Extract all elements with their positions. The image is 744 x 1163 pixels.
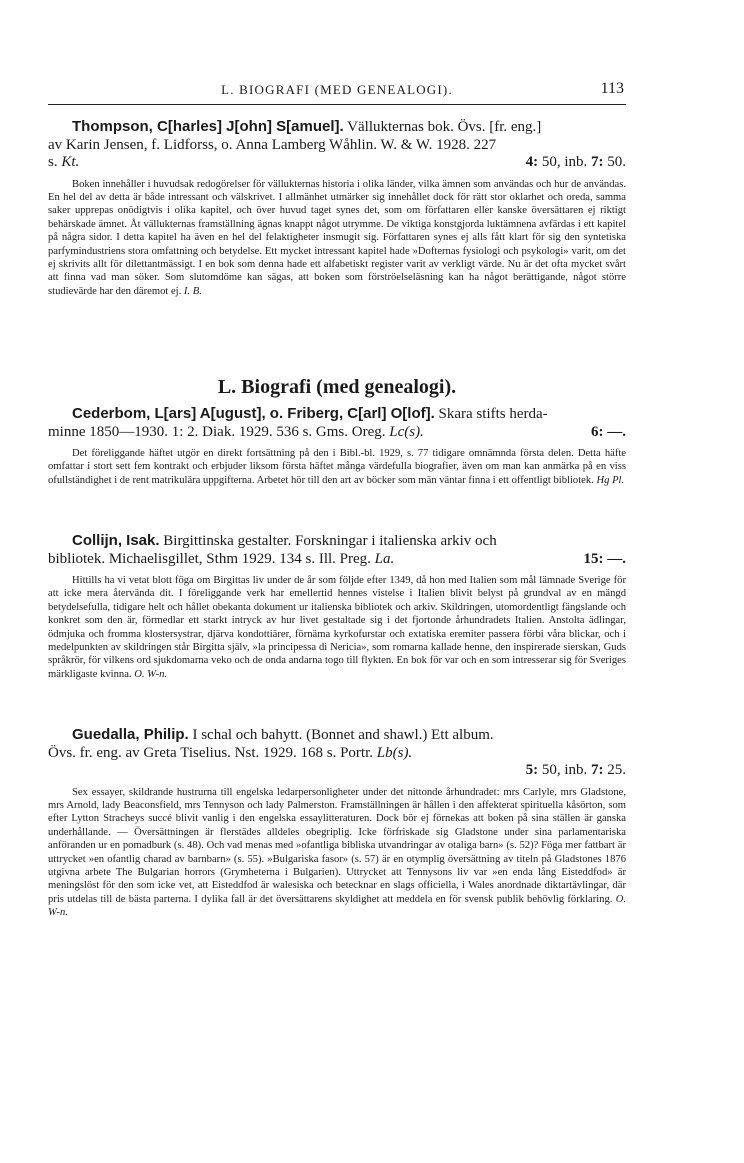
classification-code: Lb(s). [376, 744, 413, 761]
price: 15: —. [583, 550, 626, 567]
classification-code: Kt. [61, 154, 80, 170]
classification-code: Lc(s). [389, 423, 424, 440]
title-text: I schal och bahytt. (Bonnet and shawl.) Ett album. [192, 727, 494, 743]
page-header [48, 82, 626, 105]
review-text: Boken innehåller i huvudsak redogörelser för vällukternas historia i olika länder, vilka ämnen som användas och hur de användas. En hel del av detta är både intressant och välskrivet. I allmänhet utmärker sig innehållet dock för rätt stor oklarhet och oreda, samma saker upprepas onödigtvis i olika kapitel, och över huvud taget synes det, som om författaren eller kanske översättaren ej riktigt behärskade ämnet. Åt vällukternas framställning ägnas knappt något utrymme. De viktiga konstgjorda luktämnena avfärdas i ett kapitel på några sidor. I detta kapitel ha även en hel del felaktigheter insmugit sig. Författaren synes ej alls fått klart för sig den syntetiska parfymindustriens stora omfattning och betydelse. Ett mycket intressant kapitel hade »Dofternas fysiologi och psykologi» varit, om det ej skrivits allt för dilettantmässigt. I en bok som denna hade ett alfabetiskt register varit av verkligt värde. Nu är det ofta mycket svårt att finna vad man söker. Som slutomdöme kan sägas, att boken som förströelseläsning kan ha något berättigande, något större studievärde har den däremot ej. I. B. [48, 178, 626, 297]
review-text: Hittills ha vi vetat blott föga om Birgittas liv under de år som följde efter 1349, då hon med Italien som mål lämnade Sverige för att icke mera återvända dit. I föreliggande verk har emellertid hennes vistelse i Italien blivit belyst på grundval av en mängd betydelsefulla, tidigare helt och hållet obekanta dokument ur italienska bibliotek och arkiv. Skildringen, utomordentligt fängslande och konkret som den är, förmedlar ett starkt intryck av hur livet gestaltade sig i det fjortonde århundradets Italien. Anstolta ädlingar, ödmjuka och fromma klostersystrar, djärva kondottiärer, förnäma kyrkofurstar och extatiska eremiter passera förbi våra blickar, och i medelpunkten av skildringen står Birgitta själv, »la principessa di Nericia», som romarna kallade henne, den inspirerade sierskan, Guds språkrör, för vilkens ord sjukdomarna veko och de onda andarna togo till flykten. En bok för var och en som intresserar sig för Sveriges märkligaste kvinna. O. W-n. [48, 575, 626, 680]
reviewer-signature: O. W-n. [48, 893, 626, 919]
entry-thompson [48, 118, 626, 298]
reviewer-signature: Hg Pl. [596, 474, 625, 486]
entry-head-line3 [48, 154, 626, 172]
title-text: Birgittinska gestalter. Forskningar i italienska arkiv och [163, 533, 497, 549]
entry-head-line1 [48, 532, 626, 551]
entry-head-line1 [48, 405, 626, 424]
pages-suffix: s. [48, 154, 58, 170]
entry-head-line2: av Karin Jensen, f. Lidforss, o. Anna Lamberg Wåhlin. W. & W. 1928. 227 [48, 136, 497, 153]
review-text: Det föreliggande häftet utgör en direkt fortsättning på den i Bibl.-bl. 1929, s. 77 tidigare omnämnda första delen. Detta häfte omfattar i stort sett fem kontrakt och erbjuder liksom första häftet många värdefulla biografier, även om man kan anmärka på en viss ofullständighet i de rent matrikulära uppgifterna. Arbetet hör till den art av böcker som män väntar finna i ett offentligt bibliotek. Hg Pl. [48, 448, 626, 486]
price: 6: —. [591, 423, 626, 440]
entry-collijn [48, 532, 626, 681]
page-number: 113 [600, 80, 624, 97]
author-name: Cederbom, L[ars] A[ugust], o. Friberg, C[arl] O[lof]. [72, 405, 435, 422]
classification-code: La. [374, 550, 395, 567]
title-text: Vällukternas bok. Övs. [fr. eng.] [347, 119, 542, 135]
reviewer-signature: I. B. [183, 285, 202, 297]
title-text: Skara stifts herda- [438, 406, 548, 422]
section-title: L. Biografi (med genealogi). [217, 376, 457, 398]
reviewer-signature: O. W-n. [134, 668, 168, 680]
entry-guedalla [48, 726, 626, 920]
entry-head-line2: bibliotek. Michaelisgillet, Sthm 1929. 134 s. Ill. Preg. La. 15: —. [48, 550, 626, 567]
review-text: Sex essayer, skildrande hustrurna till engelska ledarpersonligheter under det nittonde århundradet: mrs Carlyle, mrs Gladstone, mrs Arnold, lady Beaconsfield, mrs Tennyson och lady Palmerston. Framställningen är hållen i den affekterat spirituella kåsörton, som efter Lytton Stracheys succé blivit vanlig i den engelska essaylitteraturen. Dock bör ej förnekas att boken på sina ställen är ganska underhållande. — Översättningen är flerstädes alldeles obegriplig. Icke förfriskade sig Gladstone under sina parlamentariska anföranden ur en pomadburk (s. 48). Och vad menas med »ofantliga bibliska utvandringar av otaliga barn» (s. 52)? Föga mer fattbart är uttrycket »en ofantlig charad av barnbarn» (s. 55). »Bulgariska fasor» (s. 57) är en otymplig översättning av titeln på Gladstones 1876 utgivna arbete The Bulgarian horrors (Grymheterna i Bulgarien). Uttrycket att Tennysons liv var »en enda lång Eisteddfod» är meningslöst för den som icke vet, att Eisteddfod är walesiska och betecknar en slags officiella, i Wales anordnade diktartävlingar, där pris utdelas till de bästa parterna. I dylika fall är det översättarens skyldighet att meddela en för svensk publik behövlig förklaring. O. W-n. [48, 786, 626, 919]
entry-head-line1 [48, 118, 626, 137]
entry-head-line2: Övs. fr. eng. av Greta Tiselius. Nst. 1929. 168 s. Portr. Lb(s). [48, 744, 413, 761]
entry-head-line1 [48, 726, 626, 745]
price: 5: 50, inb. 7: 25. [525, 762, 626, 778]
running-head: L. BIOGRAFI (MED GENEALOGI). [221, 82, 453, 97]
author-name: Thompson, C[harles] J[ohn] S[amuel]. [72, 118, 344, 135]
author-name: Guedalla, Philip. [72, 726, 189, 743]
entry-cederbom [48, 405, 626, 487]
price: 4: 50, inb. 7: 50. [525, 154, 626, 170]
entry-head-line2: minne 1850—1930. 1: 2. Diak. 1929. 536 s. Gms. Oreg. Lc(s). 6: —. [48, 423, 626, 440]
entry-head-line3 [48, 762, 626, 780]
author-name: Collijn, Isak. [72, 532, 160, 549]
